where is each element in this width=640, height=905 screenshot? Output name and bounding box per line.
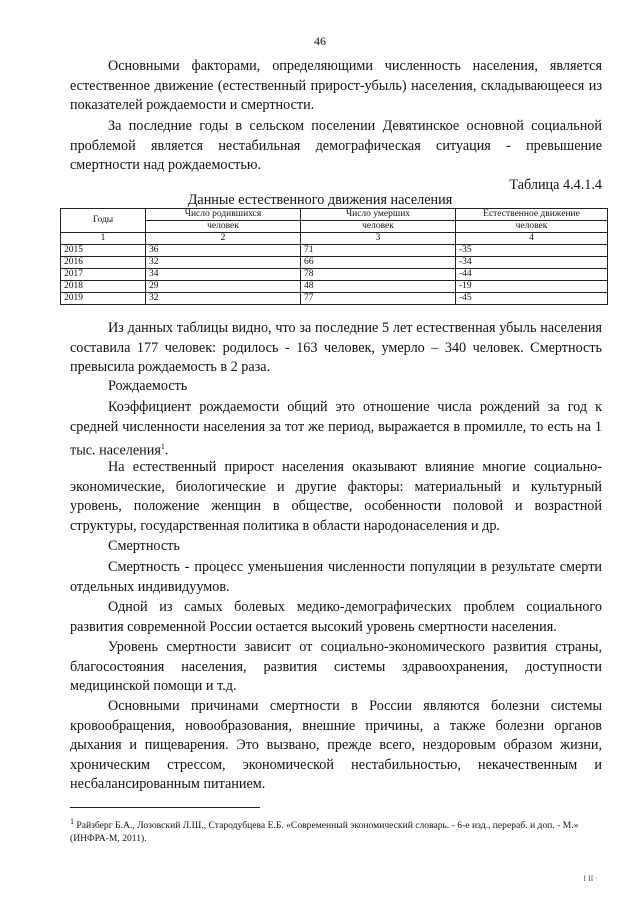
table-colnum-row: [61, 233, 608, 245]
table-cell: 34: [146, 269, 301, 281]
table-unit-cell: человек: [146, 221, 301, 233]
heading-birth-rate: Рождаемость: [108, 378, 188, 394]
table-cell: 2018: [61, 281, 146, 293]
table-colnum-cell: 1: [61, 233, 146, 245]
table-row: [61, 245, 608, 257]
table-colnum-cell: 2: [146, 233, 301, 245]
table-unit-cell: человек: [456, 221, 608, 233]
table-title: Данные естественного движения населения: [187, 192, 453, 208]
table-cell: 66: [301, 257, 456, 269]
table-cell: 78: [301, 269, 456, 281]
page-number: 46: [314, 34, 326, 48]
table-cell: 36: [146, 245, 301, 257]
table-row: [61, 281, 608, 293]
table-cell: 48: [301, 281, 456, 293]
table-header-cell: Годы: [61, 209, 146, 233]
table-cell: 71: [301, 245, 456, 257]
table-cell: 2015: [61, 245, 146, 257]
paragraph-1: Основными факторами, определяющими численность населения, является естественное движение (естественный прирост-убыль) населения, складывающееся из показателей рождаемости и смертности.: [70, 58, 602, 113]
table-label: Таблица 4.4.1.4: [509, 177, 602, 193]
table-unit-cell: человек: [301, 221, 456, 233]
table-cell: -44: [456, 269, 608, 281]
paragraph-4-text: Коэффициент рождаемости общий это отношение числа рождений за год к средней численности населения за тот же период, выражается в промилле, то есть на 1 тыс. населения: [70, 399, 602, 459]
paragraph-7: Одной из самых болевых медико-демографических проблем социального развития современной России остается высокий уровень смертности населения.: [70, 599, 602, 635]
paragraph-4: [70, 398, 602, 461]
table-header-row: [61, 209, 608, 221]
table-cell: 32: [146, 257, 301, 269]
table-cell: -34: [456, 257, 608, 269]
table-cell: 29: [146, 281, 301, 293]
table-colnum-cell: 4: [456, 233, 608, 245]
table-cell: 2016: [61, 257, 146, 269]
table-cell: 77: [301, 293, 456, 305]
table-header-cell: Число умерших: [301, 209, 456, 221]
table-cell: -45: [456, 293, 608, 305]
table-cell: -19: [456, 281, 608, 293]
table-row: [61, 269, 608, 281]
paragraph-9: Основными причинами смертности в России являются болезни системы кровообращения, новообразования, внешние причины, а также болезни органов дыхания и пищеварения. Это вызвано, прежде всего, нездоровым образом жизни, хроническим стрессом, экономической нестабильностью, некачественным и несбалансированным питанием.: [70, 698, 602, 792]
corner-mark: I II ·: [583, 874, 598, 883]
heading-mortality: Смертность: [108, 538, 180, 554]
paragraph-5: На естественный прирост населения оказывают влияние многие социально-экономические, биологические и другие факторы: материальный и культурный уровень, положение женщин в обществе, особенности половой и возрастной структуры, государственная политика в области народонаселения и др.: [70, 459, 602, 534]
paragraph-8: Уровень смертности зависит от социально-экономического развития страны, благосостояния населения, развития системы здравоохранения, доступности медицинской помощи и т.д.: [70, 639, 602, 694]
footnote-text: Райзберг Б.А., Лозовский Л.Ш., Стародубцева Е.Б. «Современный экономический словарь. - 6-е изд., перераб. и доп. - М.» (ИНФРА-М, 2011).: [70, 820, 579, 845]
paragraph-3: Из данных таблицы видно, что за последние 5 лет естественная убыль населения составила 177 человек: родилось - 163 человек, умерло – 340 человек. Смертность превысила рождаемость в 2 раза.: [70, 320, 602, 375]
table-row: [61, 293, 608, 305]
footnote-ref: 1: [160, 442, 165, 451]
table-cell: 2019: [61, 293, 146, 305]
table-cell: 2017: [61, 269, 146, 281]
paragraph-4-end: .: [164, 442, 169, 459]
paragraph-6: Смертность - процесс уменьшения численности популяции в результате смерти отдельных индивидуумов.: [70, 559, 602, 595]
table-colnum-cell: 3: [301, 233, 456, 245]
footnote-number: 1: [70, 817, 74, 826]
footnote-separator: [70, 807, 260, 808]
table-cell: 32: [146, 293, 301, 305]
table-header-cell: Естественное движение: [456, 209, 608, 221]
table-cell: -35: [456, 245, 608, 257]
paragraph-2: За последние годы в сельском поселении Девятинское основной социальной проблемой является нестабильная демографическая ситуация - превышение смертности над рождаемостью.: [70, 118, 602, 173]
table-row: [61, 257, 608, 269]
footnote: [70, 815, 610, 845]
table-header-cell: Число родившихся: [146, 209, 301, 221]
birth-death-table: [60, 208, 608, 305]
